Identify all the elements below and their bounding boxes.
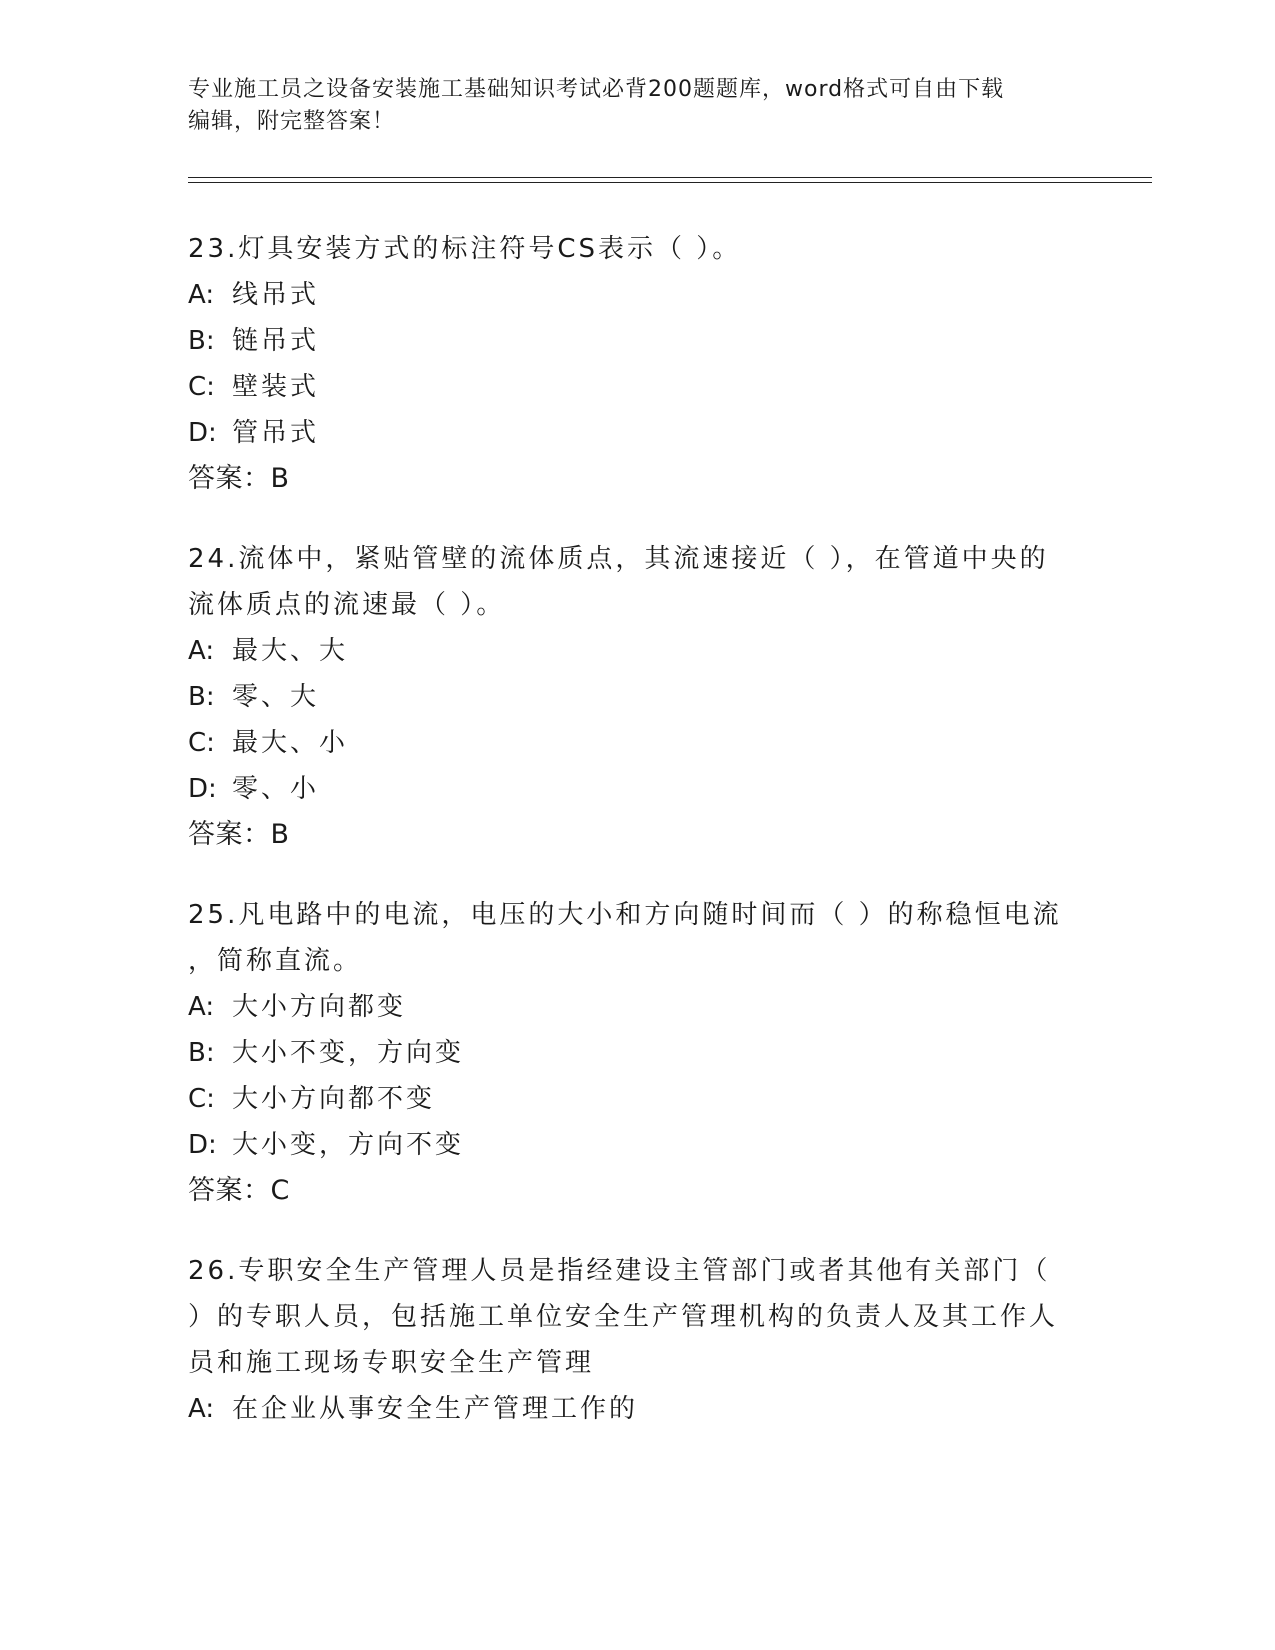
option-label: D: [188, 1130, 217, 1160]
option-b [188, 1030, 1068, 1076]
option-a [188, 628, 1068, 674]
option-label: B: [188, 1038, 215, 1068]
option-text: 在企业从事安全生产管理工作的 [232, 1394, 639, 1424]
option-label: C: [188, 1084, 215, 1114]
question-stem: 23.灯具安装方式的标注符号CS表示（ ）。 [188, 234, 742, 264]
option-text: 零、大 [232, 682, 320, 712]
option-a [188, 984, 1068, 1030]
answer: 答案：B [188, 463, 290, 494]
answer: 答案：C [188, 1175, 290, 1206]
option-label: D: [188, 774, 217, 804]
option-d [188, 766, 1068, 812]
option-label: B: [188, 682, 215, 712]
option-text: 最大、大 [232, 636, 349, 666]
option-a [188, 1386, 1068, 1432]
option-text: 大小方向都不变 [232, 1084, 436, 1114]
option-c [188, 720, 1068, 766]
option-label: A: [188, 636, 215, 666]
question-24 [188, 536, 1068, 858]
question-stem: ）的专职人员，包括施工单位安全生产管理机构的负责人及其工作人 [188, 1302, 1059, 1332]
option-text: 最大、小 [232, 728, 349, 758]
question-stem: 流体质点的流速最（ ）。 [188, 590, 506, 620]
header-line-2: 编辑，附完整答案！ [188, 109, 396, 134]
option-label: D: [188, 418, 217, 448]
option-b [188, 674, 1068, 720]
option-d [188, 410, 1068, 456]
option-text: 零、小 [232, 774, 320, 804]
option-d [188, 1122, 1068, 1168]
header-line-1: 专业施工员之设备安装施工基础知识考试必背200题题库，word格式可自由下载 [188, 77, 1005, 102]
question-stem: ，简称直流。 [188, 946, 363, 976]
option-text: 壁装式 [232, 372, 320, 402]
option-text: 大小不变，方向变 [232, 1038, 465, 1068]
option-text: 链吊式 [232, 326, 320, 356]
option-text: 大小方向都变 [232, 992, 407, 1022]
document-header [188, 74, 1088, 138]
question-stem: 员和施工现场专职安全生产管理 [188, 1348, 595, 1378]
question-25 [188, 892, 1068, 1214]
question-stem: 24.流体中，紧贴管壁的流体质点，其流速接近（ ），在管道中央的 [188, 544, 1049, 574]
question-stem: 25.凡电路中的电流，电压的大小和方向随时间而（ ）的称稳恒电流 [188, 900, 1062, 930]
option-label: A: [188, 992, 215, 1022]
header-divider-bottom [188, 182, 1152, 183]
option-text: 线吊式 [232, 280, 320, 310]
option-label: C: [188, 372, 215, 402]
option-label: C: [188, 728, 215, 758]
option-label: A: [188, 1394, 215, 1424]
question-26 [188, 1248, 1068, 1432]
option-text: 管吊式 [232, 418, 320, 448]
answer: 答案：B [188, 819, 290, 850]
option-c [188, 364, 1068, 410]
option-b [188, 318, 1068, 364]
header-divider-top [188, 177, 1152, 178]
option-label: B: [188, 326, 215, 356]
question-stem: 26.专职安全生产管理人员是指经建设主管部门或者其他有关部门（ [188, 1256, 1051, 1286]
option-c [188, 1076, 1068, 1122]
option-a [188, 272, 1068, 318]
question-23 [188, 226, 1068, 502]
option-text: 大小变，方向不变 [232, 1130, 465, 1160]
option-label: A: [188, 280, 215, 310]
